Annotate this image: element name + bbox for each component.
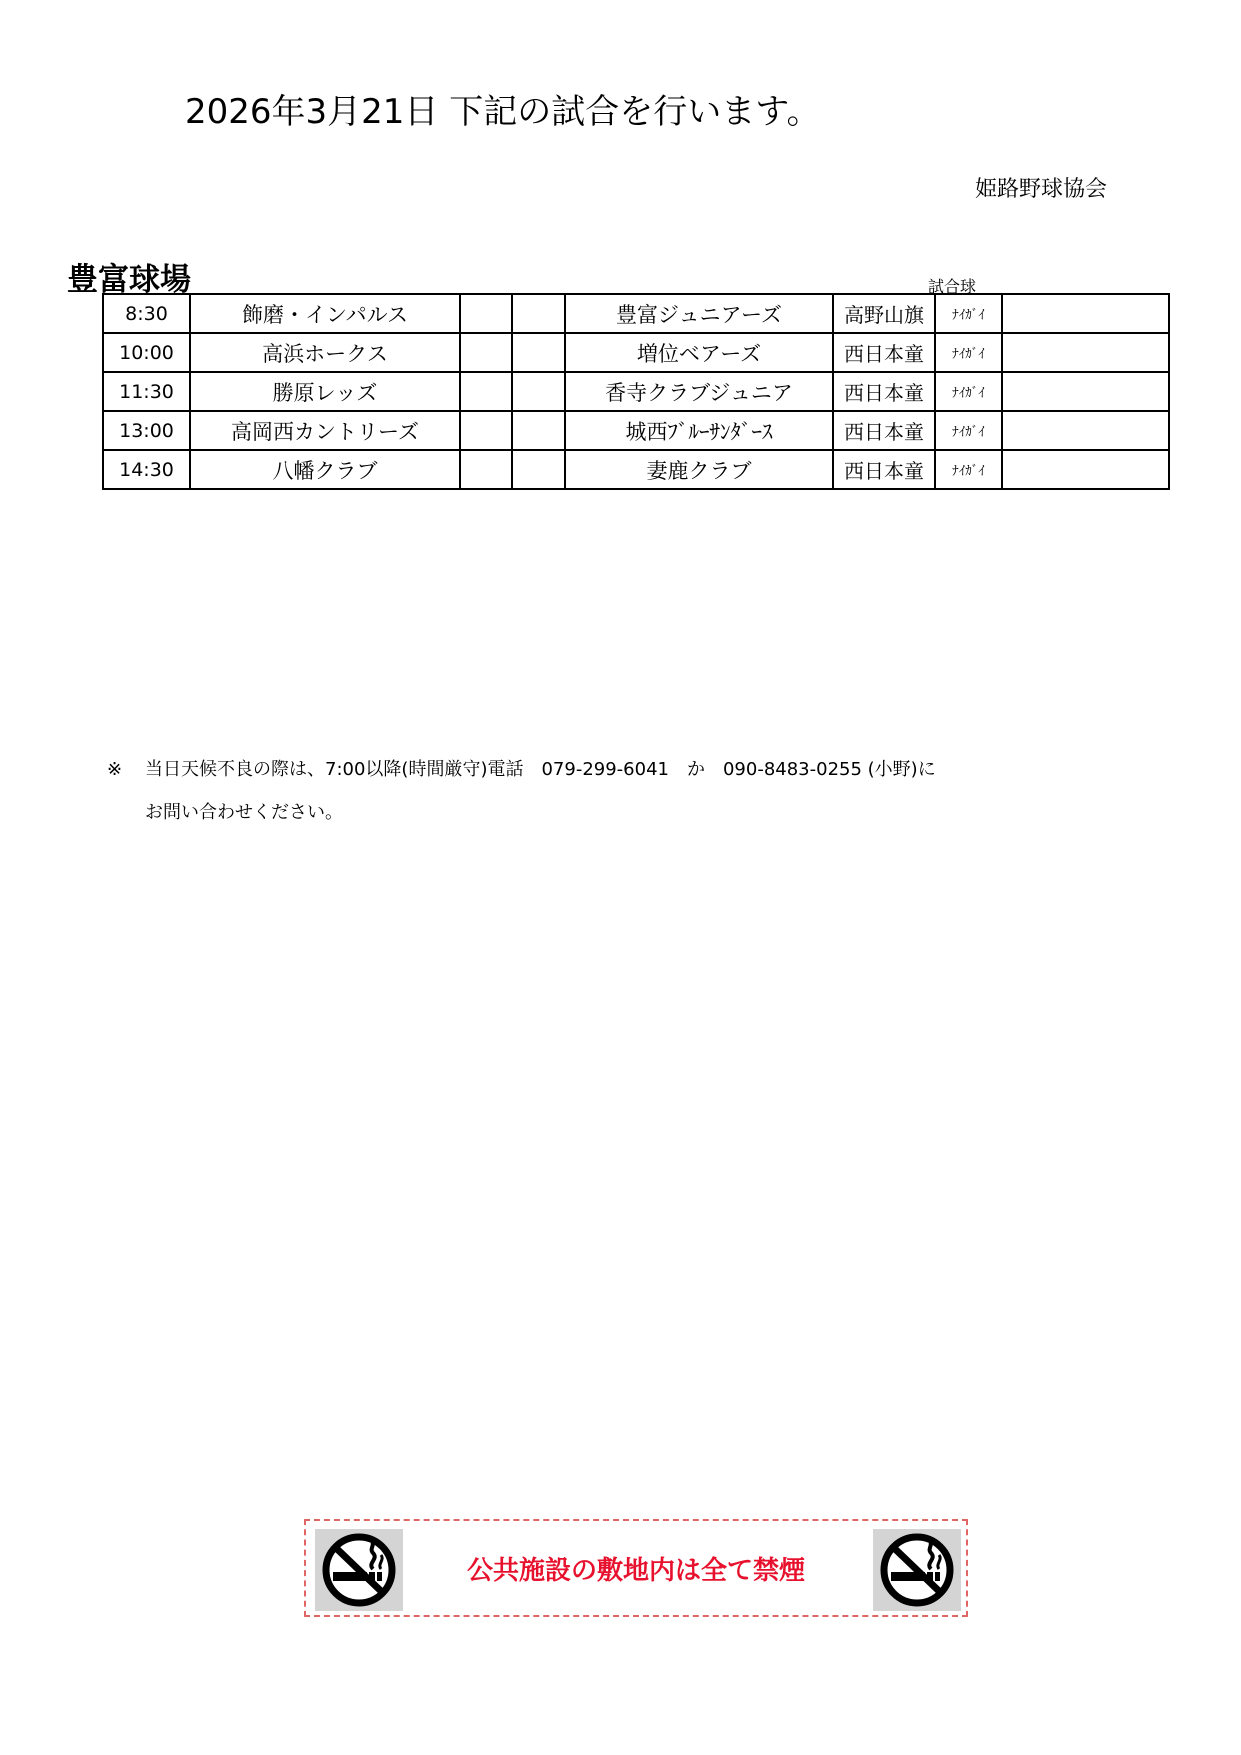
team-b: 香寺クラブジュニア <box>565 372 833 411</box>
match-ball: ﾅｲｶﾞｲ <box>935 450 1002 489</box>
team-a: 高浜ホークス <box>190 333 460 372</box>
score-b-cell <box>512 372 565 411</box>
team-b: 増位ベアーズ <box>565 333 833 372</box>
organizer-name: 姫路野球協会 <box>975 177 1108 202</box>
team-b: 妻鹿クラブ <box>565 450 833 489</box>
remarks-cell <box>1002 450 1169 489</box>
score-a-cell <box>460 333 512 372</box>
table-row <box>103 294 1169 333</box>
reference-mark: ※ <box>107 759 123 780</box>
table-row <box>103 450 1169 489</box>
notice-line-1: 当日天候不良の際は、7:00以降(時間厳守)電話 079-299-6041 か 090-8483-0255 (小野)に <box>145 759 936 780</box>
team-a: 高岡西カントリーズ <box>190 411 460 450</box>
match-time: 8:30 <box>103 294 190 333</box>
match-ball: ﾅｲｶﾞｲ <box>935 333 1002 372</box>
team-b: 城西ﾌﾞﾙｰｻﾝﾀﾞｰｽ <box>565 411 833 450</box>
remarks-cell <box>1002 411 1169 450</box>
remarks-cell <box>1002 294 1169 333</box>
score-b-cell <box>512 450 565 489</box>
tournament-name: 西日本童 <box>833 411 935 450</box>
tournament-name: 西日本童 <box>833 372 935 411</box>
page-title: 2026年3月21日 下記の試合を行います。 <box>185 92 821 132</box>
score-b-cell <box>512 411 565 450</box>
score-a-cell <box>460 294 512 333</box>
venue-name: 豊富球場 <box>67 262 191 298</box>
contact-notice <box>107 755 936 781</box>
schedule-table <box>102 293 1170 490</box>
match-ball: ﾅｲｶﾞｲ <box>935 294 1002 333</box>
score-a-cell <box>460 411 512 450</box>
banner-text: 公共施設の敷地内は全て禁煙 <box>466 1556 805 1586</box>
no-smoking-icon <box>315 1529 403 1611</box>
table-row <box>103 411 1169 450</box>
match-time: 14:30 <box>103 450 190 489</box>
team-a: 飾磨・インパルス <box>190 294 460 333</box>
team-b: 豊富ジュニアーズ <box>565 294 833 333</box>
table-row <box>103 372 1169 411</box>
team-a: 勝原レッズ <box>190 372 460 411</box>
notice-line-2: お問い合わせください。 <box>145 802 343 823</box>
score-b-cell <box>512 294 565 333</box>
score-a-cell <box>460 450 512 489</box>
tournament-name: 高野山旗 <box>833 294 935 333</box>
tournament-name: 西日本童 <box>833 450 935 489</box>
match-time: 13:00 <box>103 411 190 450</box>
remarks-cell <box>1002 333 1169 372</box>
match-time: 11:30 <box>103 372 190 411</box>
no-smoking-icon <box>873 1529 961 1611</box>
tournament-name: 西日本童 <box>833 333 935 372</box>
match-time: 10:00 <box>103 333 190 372</box>
ball-column-header: 試合球 <box>928 277 977 296</box>
match-ball: ﾅｲｶﾞｲ <box>935 372 1002 411</box>
remarks-cell <box>1002 372 1169 411</box>
match-ball: ﾅｲｶﾞｲ <box>935 411 1002 450</box>
score-a-cell <box>460 372 512 411</box>
no-smoking-banner <box>304 1519 968 1617</box>
score-b-cell <box>512 333 565 372</box>
table-row <box>103 333 1169 372</box>
team-a: 八幡クラブ <box>190 450 460 489</box>
